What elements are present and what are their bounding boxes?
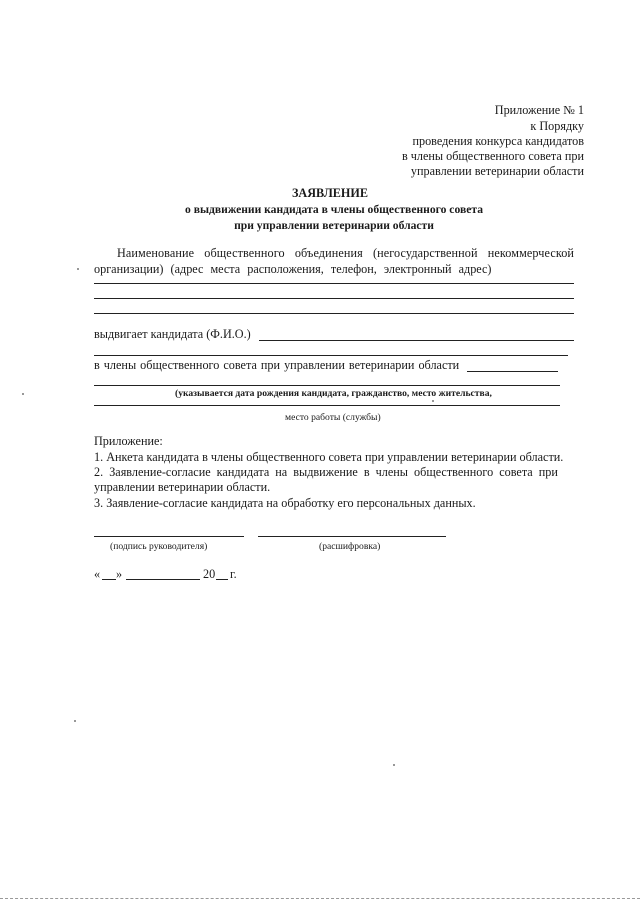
- scan-speck: [22, 393, 24, 395]
- transcript-caption: (расшифровка): [319, 541, 381, 552]
- org-name-text-line1: Наименование общественного объединения (негосударственной некоммерческой: [117, 246, 575, 260]
- date-month-line: [126, 579, 200, 580]
- date-year-prefix: 20: [203, 567, 216, 581]
- signature-line: [94, 536, 244, 537]
- org-name-paragraph-line1: [117, 246, 580, 261]
- date-year-suffix: г.: [230, 567, 237, 581]
- scan-speck: [393, 764, 395, 766]
- header-to-order: к Порядку: [530, 119, 584, 133]
- blank-line-2: [94, 298, 574, 299]
- header-department-line: управлении ветеринарии области: [410, 164, 584, 178]
- appendix-item-3: 3. Заявление-согласие кандидата на обработку его персональных данных.: [94, 496, 476, 510]
- header-contest-line: проведения конкурса кандидатов: [412, 134, 584, 148]
- nominates-label: выдвигает кандидата (Ф.И.О.): [94, 327, 251, 341]
- hint-line-1: (указывается дата рождения кандидата, гражданство, место жительства,: [175, 388, 492, 399]
- date-close-quote: »: [116, 567, 123, 581]
- member-of-line: [467, 371, 558, 372]
- header-council-line: в члены общественного совета при: [401, 149, 584, 163]
- scan-speck: [77, 268, 79, 270]
- appendix-item-2b: управлении ветеринарии области.: [94, 480, 271, 494]
- date-day-line: [102, 579, 116, 580]
- member-of-label: в члены общественного совета при управлении ветеринарии области: [94, 358, 460, 372]
- blank-line-3: [94, 313, 574, 314]
- blank-line-6: [94, 405, 560, 406]
- blank-line-5: [94, 385, 560, 386]
- scan-speck: [432, 400, 434, 402]
- header-appendix-number: Приложение № 1: [494, 103, 584, 117]
- org-name-paragraph-line2: организации) (адрес места расположения, телефон, электронный адрес): [94, 262, 492, 276]
- date-open-quote: «: [94, 567, 101, 581]
- document-title: ЗАЯВЛЕНИЕ: [292, 186, 368, 200]
- document-subtitle-1: о выдвижении кандидата в члены общественного совета: [185, 203, 483, 216]
- candidate-name-line: [259, 340, 574, 341]
- blank-line-1: [94, 283, 574, 284]
- appendix-item-2a: 2. Заявление-согласие кандидата на выдвижение в члены общественного совета при: [94, 465, 558, 479]
- date-year-line: [216, 579, 228, 580]
- hint-line-2: место работы (службы): [285, 412, 381, 423]
- document-subtitle-2: при управлении ветеринарии области: [234, 219, 434, 232]
- scan-bottom-edge: [0, 898, 640, 899]
- signature-caption: (подпись руководителя): [110, 541, 208, 552]
- blank-line-4: [94, 355, 568, 356]
- appendix-title: Приложение:: [94, 434, 163, 448]
- appendix-item-1: 1. Анкета кандидата в члены общественного совета при управлении ветеринарии области.: [94, 450, 564, 464]
- transcript-line: [258, 536, 446, 537]
- scan-speck: [74, 720, 76, 722]
